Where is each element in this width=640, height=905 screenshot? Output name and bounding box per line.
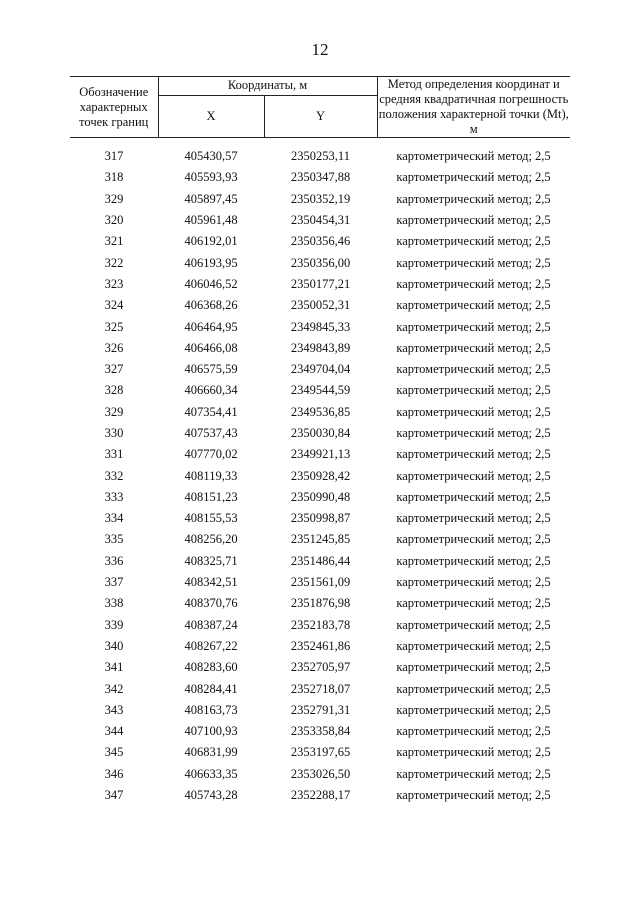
table-row bbox=[70, 274, 570, 295]
x-cell: 408155,53 bbox=[184, 511, 238, 526]
method-cell: картометрический метод; 2,5 bbox=[396, 404, 551, 419]
y-cell: 2350030,84 bbox=[290, 426, 351, 440]
point-cell: 335 bbox=[104, 532, 124, 547]
header-y: Y bbox=[264, 95, 377, 137]
x-cell: 405743,28 bbox=[184, 788, 238, 803]
table-row bbox=[70, 359, 570, 380]
table-row bbox=[70, 146, 570, 167]
x-cell: 406464,95 bbox=[184, 319, 238, 334]
x-cell: 407770,02 bbox=[184, 447, 238, 462]
y-cell: 2352461,86 bbox=[290, 638, 351, 653]
method-cell: картометрический метод; 2,5 bbox=[396, 575, 551, 590]
method-cell: картометрический метод; 2,5 bbox=[396, 319, 551, 334]
y-cell: 2350347,88 bbox=[290, 170, 351, 185]
y-cell: 2352705,97 bbox=[290, 660, 351, 675]
point-cell: 323 bbox=[104, 276, 124, 291]
table-row bbox=[70, 423, 570, 444]
table-row bbox=[70, 508, 570, 529]
x-cell: 408163,73 bbox=[184, 702, 238, 717]
point-cell: 322 bbox=[104, 255, 124, 270]
method-cell: картометрический метод; 2,5 bbox=[396, 638, 551, 653]
table-row bbox=[70, 593, 570, 614]
point-cell: 345 bbox=[104, 745, 124, 760]
point-cell: 339 bbox=[104, 617, 124, 632]
y-cell: 2353026,50 bbox=[290, 766, 351, 781]
y-cell: 2349921,13 bbox=[290, 447, 351, 462]
x-cell: 408325,71 bbox=[184, 553, 238, 568]
point-cell: 325 bbox=[104, 319, 124, 334]
y-cell: 2349843,89 bbox=[290, 340, 351, 355]
point-cell: 327 bbox=[104, 362, 124, 377]
table-row bbox=[70, 529, 570, 550]
method-cell: картометрический метод; 2,5 bbox=[396, 532, 551, 547]
method-cell: картометрический метод; 2,5 bbox=[396, 617, 551, 632]
table-row bbox=[70, 636, 570, 657]
point-cell: 337 bbox=[104, 575, 124, 590]
method-cell: картометрический метод; 2,5 bbox=[396, 426, 551, 440]
y-cell: 2349845,33 bbox=[290, 319, 351, 334]
y-cell: 2350352,19 bbox=[290, 191, 351, 206]
table-row bbox=[70, 487, 570, 508]
table-row bbox=[70, 785, 570, 806]
table-row bbox=[70, 189, 570, 210]
point-cell: 318 bbox=[104, 170, 124, 185]
method-cell: картометрический метод; 2,5 bbox=[396, 170, 551, 185]
point-cell: 329 bbox=[104, 404, 124, 419]
method-cell: картометрический метод; 2,5 bbox=[396, 213, 551, 228]
y-cell: 2350356,00 bbox=[290, 255, 351, 270]
method-cell: картометрический метод; 2,5 bbox=[396, 255, 551, 270]
y-cell: 2350998,87 bbox=[290, 511, 351, 526]
x-cell: 407354,41 bbox=[184, 404, 238, 419]
table-row bbox=[70, 316, 570, 337]
header-x: X bbox=[158, 95, 264, 137]
y-cell: 2349544,59 bbox=[290, 383, 351, 398]
table-row bbox=[70, 615, 570, 636]
table-row bbox=[70, 252, 570, 273]
y-cell: 2350990,48 bbox=[290, 489, 351, 504]
header-method: Метод определения координат и средняя квадратичная погрешность положения характерной точки (Mt), м bbox=[378, 77, 569, 136]
method-cell: картометрический метод; 2,5 bbox=[396, 596, 551, 611]
method-cell: картометрический метод; 2,5 bbox=[396, 553, 551, 568]
method-cell: картометрический метод; 2,5 bbox=[396, 724, 551, 739]
table-row bbox=[70, 742, 570, 763]
x-cell: 408283,60 bbox=[184, 660, 238, 675]
table-row bbox=[70, 465, 570, 486]
x-cell: 408119,33 bbox=[184, 468, 238, 483]
point-cell: 328 bbox=[104, 383, 124, 398]
point-cell: 344 bbox=[104, 724, 124, 739]
x-cell: 406575,59 bbox=[184, 362, 238, 377]
point-cell: 346 bbox=[104, 766, 124, 781]
x-cell: 408387,24 bbox=[184, 617, 238, 632]
y-cell: 2352288,17 bbox=[290, 788, 351, 803]
table-row bbox=[70, 551, 570, 572]
table-row bbox=[70, 295, 570, 316]
point-cell: 324 bbox=[104, 298, 124, 313]
coordinates-table-body bbox=[70, 146, 570, 806]
method-cell: картометрический метод; 2,5 bbox=[396, 447, 551, 462]
table-row bbox=[70, 210, 570, 231]
x-cell: 406633,35 bbox=[184, 766, 238, 781]
y-cell: 2351245,85 bbox=[290, 532, 351, 547]
page-number: 12 bbox=[311, 40, 329, 59]
table-row bbox=[70, 678, 570, 699]
table-row bbox=[70, 402, 570, 423]
x-cell: 406368,26 bbox=[184, 298, 238, 313]
point-cell: 347 bbox=[104, 788, 124, 803]
y-cell: 2353197,65 bbox=[290, 745, 351, 760]
table-row bbox=[70, 231, 570, 252]
method-cell: картометрический метод; 2,5 bbox=[396, 660, 551, 675]
x-cell: 406466,08 bbox=[184, 340, 238, 355]
x-cell: 405593,93 bbox=[184, 170, 238, 185]
y-cell: 2351561,09 bbox=[290, 575, 351, 590]
point-cell: 329 bbox=[104, 191, 124, 206]
table-row bbox=[70, 657, 570, 678]
x-cell: 405897,45 bbox=[184, 191, 238, 206]
point-cell: 332 bbox=[104, 468, 124, 483]
table-row bbox=[70, 764, 570, 785]
table-header bbox=[70, 76, 570, 138]
method-cell: картометрический метод; 2,5 bbox=[396, 340, 551, 355]
table-row bbox=[70, 444, 570, 465]
header-designation: Обозначение характерных точек границ bbox=[70, 77, 158, 138]
x-cell: 405961,48 bbox=[184, 213, 238, 228]
method-cell: картометрический метод; 2,5 bbox=[396, 489, 551, 504]
x-cell: 408284,41 bbox=[184, 681, 238, 696]
y-cell: 2352718,07 bbox=[290, 681, 351, 696]
method-cell: картометрический метод; 2,5 bbox=[396, 276, 551, 291]
point-cell: 333 bbox=[104, 489, 124, 504]
x-cell: 408370,76 bbox=[184, 596, 238, 611]
point-cell: 334 bbox=[104, 511, 124, 526]
y-cell: 2349704,04 bbox=[290, 362, 351, 377]
point-cell: 343 bbox=[104, 702, 124, 717]
x-cell: 408342,51 bbox=[184, 575, 238, 590]
method-cell: картометрический метод; 2,5 bbox=[396, 191, 551, 206]
y-cell: 2353358,84 bbox=[290, 724, 351, 739]
point-cell: 342 bbox=[104, 681, 124, 696]
method-cell: картометрический метод; 2,5 bbox=[396, 681, 551, 696]
method-cell: картометрический метод; 2,5 bbox=[396, 766, 551, 781]
point-cell: 331 bbox=[104, 447, 124, 462]
table-row bbox=[70, 572, 570, 593]
y-cell: 2350052,31 bbox=[290, 298, 351, 313]
point-cell: 320 bbox=[104, 213, 124, 228]
method-cell: картометрический метод; 2,5 bbox=[396, 234, 551, 249]
method-cell: картометрический метод; 2,5 bbox=[396, 149, 551, 164]
table-row bbox=[70, 338, 570, 359]
x-cell: 407100,93 bbox=[184, 724, 238, 739]
point-cell: 336 bbox=[104, 553, 124, 568]
y-cell: 2352791,31 bbox=[290, 702, 351, 717]
point-cell: 326 bbox=[104, 340, 124, 355]
x-cell: 405430,57 bbox=[184, 149, 238, 164]
method-cell: картометрический метод; 2,5 bbox=[396, 702, 551, 717]
y-cell: 2351876,98 bbox=[290, 596, 351, 611]
point-cell: 317 bbox=[104, 149, 124, 164]
y-cell: 2350928,42 bbox=[290, 468, 351, 483]
point-cell: 340 bbox=[104, 638, 124, 653]
x-cell: 408256,20 bbox=[184, 532, 238, 547]
table-row bbox=[70, 700, 570, 721]
method-cell: картометрический метод; 2,5 bbox=[396, 383, 551, 398]
method-cell: картометрический метод; 2,5 bbox=[396, 788, 551, 803]
method-cell: картометрический метод; 2,5 bbox=[396, 745, 551, 760]
x-cell: 408151,23 bbox=[184, 489, 238, 504]
point-cell: 321 bbox=[104, 234, 124, 249]
table-row bbox=[70, 721, 570, 742]
method-cell: картометрический метод; 2,5 bbox=[396, 511, 551, 526]
table-row bbox=[70, 167, 570, 188]
y-cell: 2350253,11 bbox=[291, 149, 350, 164]
x-cell: 406193,95 bbox=[184, 255, 238, 270]
coordinates-table bbox=[70, 146, 570, 806]
header-coordinates: Координаты, м bbox=[158, 77, 377, 96]
x-cell: 406660,34 bbox=[184, 383, 238, 398]
method-cell: картометрический метод; 2,5 bbox=[396, 362, 551, 377]
x-cell: 406831,99 bbox=[184, 745, 238, 760]
method-cell: картометрический метод; 2,5 bbox=[396, 468, 551, 483]
y-cell: 2350177,21 bbox=[290, 276, 351, 291]
y-cell: 2350356,46 bbox=[290, 234, 351, 249]
table-row bbox=[70, 380, 570, 401]
point-cell: 341 bbox=[104, 660, 124, 675]
x-cell: 406046,52 bbox=[184, 276, 238, 291]
point-cell: 338 bbox=[104, 596, 124, 611]
y-cell: 2352183,78 bbox=[290, 617, 351, 632]
y-cell: 2351486,44 bbox=[290, 553, 351, 568]
x-cell: 408267,22 bbox=[184, 638, 238, 653]
x-cell: 407537,43 bbox=[184, 426, 238, 440]
point-cell: 330 bbox=[104, 426, 124, 440]
x-cell: 406192,01 bbox=[184, 234, 238, 249]
y-cell: 2350454,31 bbox=[290, 213, 351, 228]
method-cell: картометрический метод; 2,5 bbox=[396, 298, 551, 313]
y-cell: 2349536,85 bbox=[290, 404, 351, 419]
